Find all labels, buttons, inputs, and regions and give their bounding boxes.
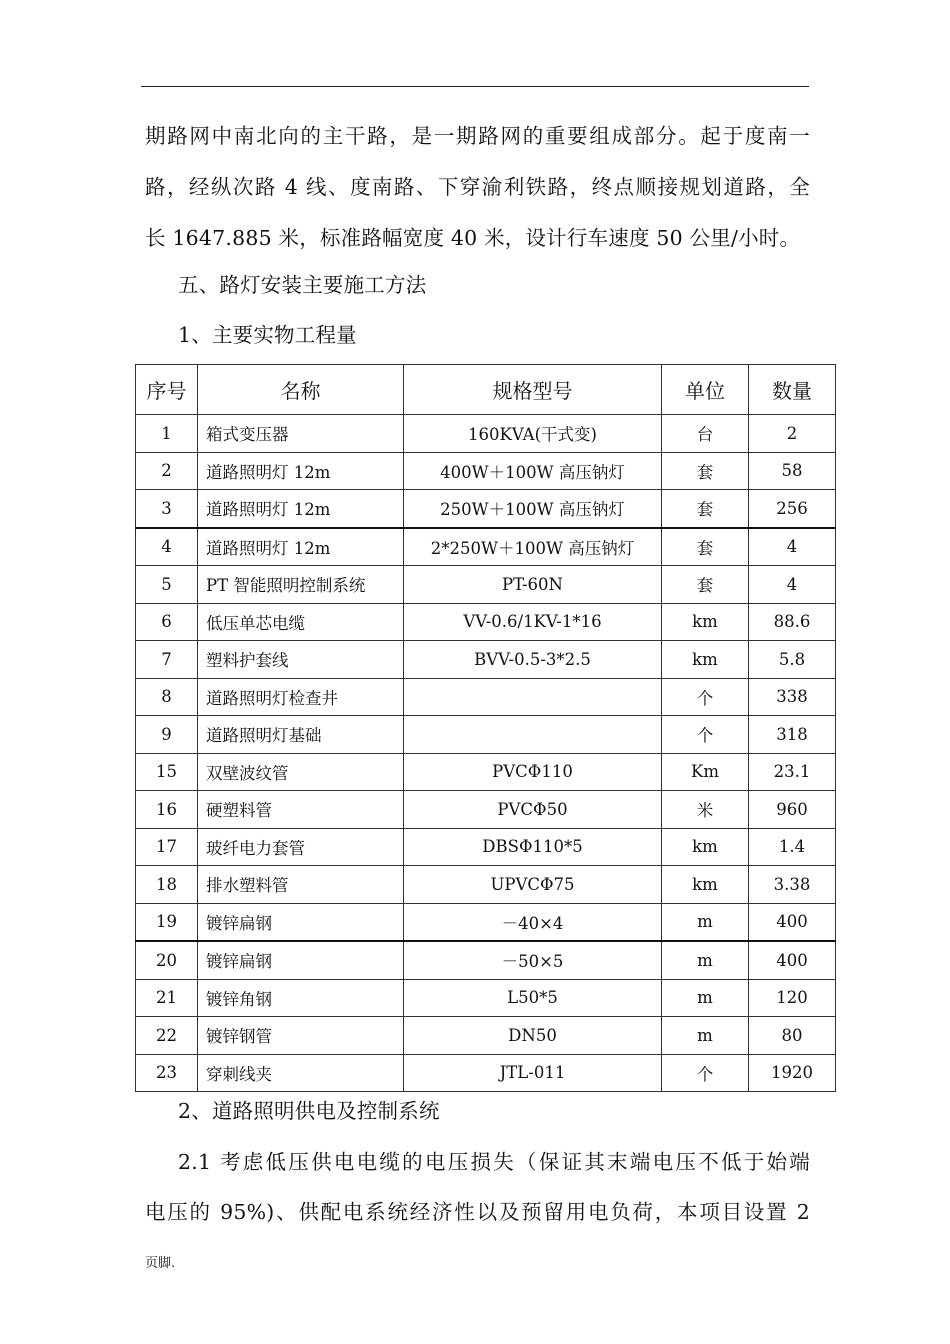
header-rule — [141, 86, 809, 87]
item-quantity: 80 — [749, 1017, 836, 1055]
item-spec: －40×4 — [404, 903, 662, 941]
row-index: 17 — [136, 828, 198, 866]
item-quantity: 400 — [749, 903, 836, 941]
paragraph-line: 路，经纵次路 4 线、度南路、下穿渝利铁路，终点顺接规划道路，全 — [145, 175, 810, 199]
header-quantity: 数量 — [749, 365, 836, 415]
table-row — [136, 791, 836, 829]
row-index: 4 — [136, 528, 198, 566]
item-quantity: 58 — [749, 452, 836, 490]
item-name: 镀锌钢管 — [198, 1017, 404, 1055]
item-name: 镀锌扁钢 — [198, 941, 404, 979]
table-row — [136, 1054, 836, 1092]
item-name: 硬塑料管 — [198, 791, 404, 829]
row-index: 18 — [136, 866, 198, 904]
page-footer: 页脚. — [145, 1256, 176, 1271]
quantities-table — [135, 364, 836, 1092]
item-name: 道路照明灯基础 — [198, 716, 404, 754]
item-name: 玻纤电力套管 — [198, 828, 404, 866]
table-header-row — [136, 365, 836, 415]
row-index: 23 — [136, 1054, 198, 1092]
item-name: 穿刺线夹 — [198, 1054, 404, 1092]
item-unit: 套 — [662, 566, 749, 604]
item-spec: 160KVA(干式变) — [404, 415, 662, 453]
table-row — [136, 415, 836, 453]
table-row — [136, 979, 836, 1017]
row-index: 7 — [136, 641, 198, 679]
row-index: 2 — [136, 452, 198, 490]
item-unit: m — [662, 903, 749, 941]
item-quantity: 1.4 — [749, 828, 836, 866]
item-unit: Km — [662, 753, 749, 791]
item-quantity: 2 — [749, 415, 836, 453]
item-name: 镀锌角钢 — [198, 979, 404, 1017]
row-index: 6 — [136, 603, 198, 641]
item-name: 道路照明灯 12m — [198, 452, 404, 490]
row-index: 15 — [136, 753, 198, 791]
item-spec: 250W＋100W 高压钠灯 — [404, 490, 662, 528]
table-row — [136, 603, 836, 641]
header-unit: 单位 — [662, 365, 749, 415]
item-quantity: 318 — [749, 716, 836, 754]
item-spec: JTL-011 — [404, 1054, 662, 1092]
item-quantity: 1920 — [749, 1054, 836, 1092]
item-unit: 个 — [662, 678, 749, 716]
item-unit: 个 — [662, 716, 749, 754]
item-spec: PVCΦ50 — [404, 791, 662, 829]
item-unit: 套 — [662, 490, 749, 528]
item-quantity: 120 — [749, 979, 836, 1017]
item-unit: m — [662, 941, 749, 979]
item-quantity: 4 — [749, 528, 836, 566]
item-spec: 2*250W＋100W 高压钠灯 — [404, 528, 662, 566]
paragraph-line: 2.1 考虑低压供电电缆的电压损失（保证其末端电压不低于始端 — [178, 1150, 810, 1174]
item-unit: m — [662, 1017, 749, 1055]
item-unit: km — [662, 603, 749, 641]
item-quantity: 4 — [749, 566, 836, 604]
item-spec: VV-0.6/1KV-1*16 — [404, 603, 662, 641]
item-name: 道路照明灯检查井 — [198, 678, 404, 716]
item-unit: 米 — [662, 791, 749, 829]
item-quantity: 400 — [749, 941, 836, 979]
item-name: 道路照明灯 12m — [198, 490, 404, 528]
table-row — [136, 566, 836, 604]
table-row — [136, 490, 836, 528]
item-spec — [404, 678, 662, 716]
item-unit: 套 — [662, 528, 749, 566]
header-index: 序号 — [136, 365, 198, 415]
table-row — [136, 716, 836, 754]
paragraph-line: 电压的 95%)、供配电系统经济性以及预留用电负荷，本项目设置 2 — [145, 1200, 810, 1224]
paragraph-line: 长 1647.885 米，标准路幅宽度 40 米，设计行车速度 50 公里/小时。 — [145, 226, 801, 250]
row-index: 5 — [136, 566, 198, 604]
table-row — [136, 941, 836, 979]
item-name: 镀锌扁钢 — [198, 903, 404, 941]
subsection-heading: 2、道路照明供电及控制系统 — [178, 1099, 440, 1123]
item-quantity: 256 — [749, 490, 836, 528]
row-index: 1 — [136, 415, 198, 453]
row-index: 8 — [136, 678, 198, 716]
item-quantity: 5.8 — [749, 641, 836, 679]
item-name: 低压单芯电缆 — [198, 603, 404, 641]
table-row — [136, 866, 836, 904]
row-index: 19 — [136, 903, 198, 941]
item-spec: BVV-0.5-3*2.5 — [404, 641, 662, 679]
row-index: 3 — [136, 490, 198, 528]
row-index: 21 — [136, 979, 198, 1017]
table-row — [136, 828, 836, 866]
item-name: 箱式变压器 — [198, 415, 404, 453]
item-spec: L50*5 — [404, 979, 662, 1017]
table-row — [136, 903, 836, 941]
item-quantity: 23.1 — [749, 753, 836, 791]
item-spec: 400W＋100W 高压钠灯 — [404, 452, 662, 490]
table-row — [136, 1017, 836, 1055]
item-spec: DBSΦ110*5 — [404, 828, 662, 866]
item-unit: km — [662, 828, 749, 866]
header-name: 名称 — [198, 365, 404, 415]
paragraph-line: 期路网中南北向的主干路，是一期路网的重要组成部分。起于度南一 — [145, 124, 810, 148]
item-name: 双壁波纹管 — [198, 753, 404, 791]
item-unit: 台 — [662, 415, 749, 453]
table-row — [136, 753, 836, 791]
table-row — [136, 678, 836, 716]
subsection-heading: 1、主要实物工程量 — [178, 323, 357, 347]
section-heading: 五、路灯安装主要施工方法 — [178, 273, 427, 297]
item-name: 塑料护套线 — [198, 641, 404, 679]
item-spec: UPVCΦ75 — [404, 866, 662, 904]
item-name: PT 智能照明控制系统 — [198, 566, 404, 604]
item-quantity: 3.38 — [749, 866, 836, 904]
item-quantity: 960 — [749, 791, 836, 829]
row-index: 16 — [136, 791, 198, 829]
row-index: 22 — [136, 1017, 198, 1055]
item-unit: 个 — [662, 1054, 749, 1092]
row-index: 9 — [136, 716, 198, 754]
item-unit: km — [662, 641, 749, 679]
item-quantity: 338 — [749, 678, 836, 716]
row-index: 20 — [136, 941, 198, 979]
item-spec: －50×5 — [404, 941, 662, 979]
table-row — [136, 528, 836, 566]
item-unit: 套 — [662, 452, 749, 490]
item-spec: PT-60N — [404, 566, 662, 604]
item-name: 排水塑料管 — [198, 866, 404, 904]
item-unit: m — [662, 979, 749, 1017]
table-row — [136, 641, 836, 679]
item-spec: PVCΦ110 — [404, 753, 662, 791]
item-quantity: 88.6 — [749, 603, 836, 641]
item-unit: km — [662, 866, 749, 904]
item-spec — [404, 716, 662, 754]
table-row — [136, 452, 836, 490]
header-spec: 规格型号 — [404, 365, 662, 415]
item-name: 道路照明灯 12m — [198, 528, 404, 566]
item-spec: DN50 — [404, 1017, 662, 1055]
